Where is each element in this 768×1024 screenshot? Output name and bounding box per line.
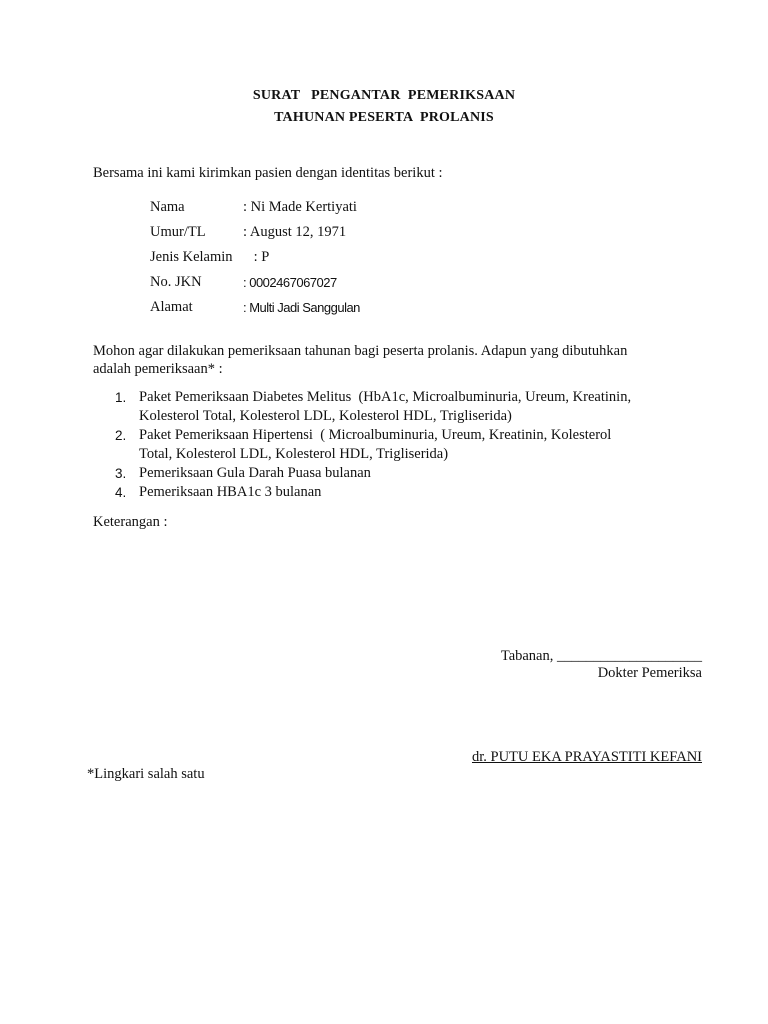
place-date-line: Tabanan, ____________________ [500, 648, 702, 664]
doctor-role: Dokter Pemeriksa [597, 665, 702, 681]
request-line-1: Mohon agar dilakukan pemeriksaan tahunan bagi peserta prolanis. Adapun yang dibutuhkan [93, 343, 628, 359]
identity-value: : Multi Jadi Sanggulan [243, 300, 360, 315]
list-item-line: Pemeriksaan Gula Darah Puasa bulanan [139, 465, 371, 481]
identity-label: No. JKN [150, 274, 202, 290]
footnote: *Lingkari salah satu [87, 766, 205, 782]
request-paragraph [93, 342, 693, 378]
identity-value: : August 12, 1971 [243, 224, 347, 240]
intro-text: Bersama ini kami kirimkan pasien dengan identitas berikut : [93, 165, 443, 181]
list-item [115, 483, 675, 502]
list-item-line: Total, Kolesterol LDL, Kolesterol HDL, Trigliserida) [139, 446, 449, 462]
identity-label: Jenis Kelamin [150, 249, 233, 265]
identity-label: Alamat [150, 299, 193, 315]
identity-value: : Ni Made Kertiyati [243, 199, 357, 215]
list-number: 4. [115, 485, 127, 500]
keterangan-label: Keterangan : [93, 514, 168, 530]
list-item-line: Paket Pemeriksaan Hipertensi ( Microalbuminuria, Ureum, Kreatinin, Kolesterol [139, 427, 612, 443]
identity-value: : 0002467067027 [243, 275, 337, 290]
list-item-line: Paket Pemeriksaan Diabetes Melitus (HbA1c, Microalbuminuria, Ureum, Kreatinin, [139, 389, 632, 405]
list-item [115, 388, 675, 426]
doctor-name: dr. PUTU EKA PRAYASTITI KEFANI [471, 749, 702, 765]
title-line-2: TAHUNAN PESERTA PROLANIS [274, 110, 494, 125]
list-item-line: Pemeriksaan HBA1c 3 bulanan [139, 484, 322, 500]
identity-value: : P [250, 249, 270, 265]
title-line-1: SURAT PENGANTAR PEMERIKSAAN [252, 88, 516, 103]
exam-list [115, 388, 675, 502]
identity-label: Nama [150, 199, 185, 215]
list-item [115, 464, 675, 483]
identity-label: Umur/TL [150, 224, 206, 240]
request-line-2: adalah pemeriksaan* : [93, 361, 223, 377]
list-item-line: Kolesterol Total, Kolesterol LDL, Kolesterol HDL, Trigliserida) [139, 408, 512, 424]
list-item [115, 426, 675, 464]
list-number: 1. [115, 390, 127, 405]
list-number: 2. [115, 428, 127, 443]
list-number: 3. [115, 466, 127, 481]
